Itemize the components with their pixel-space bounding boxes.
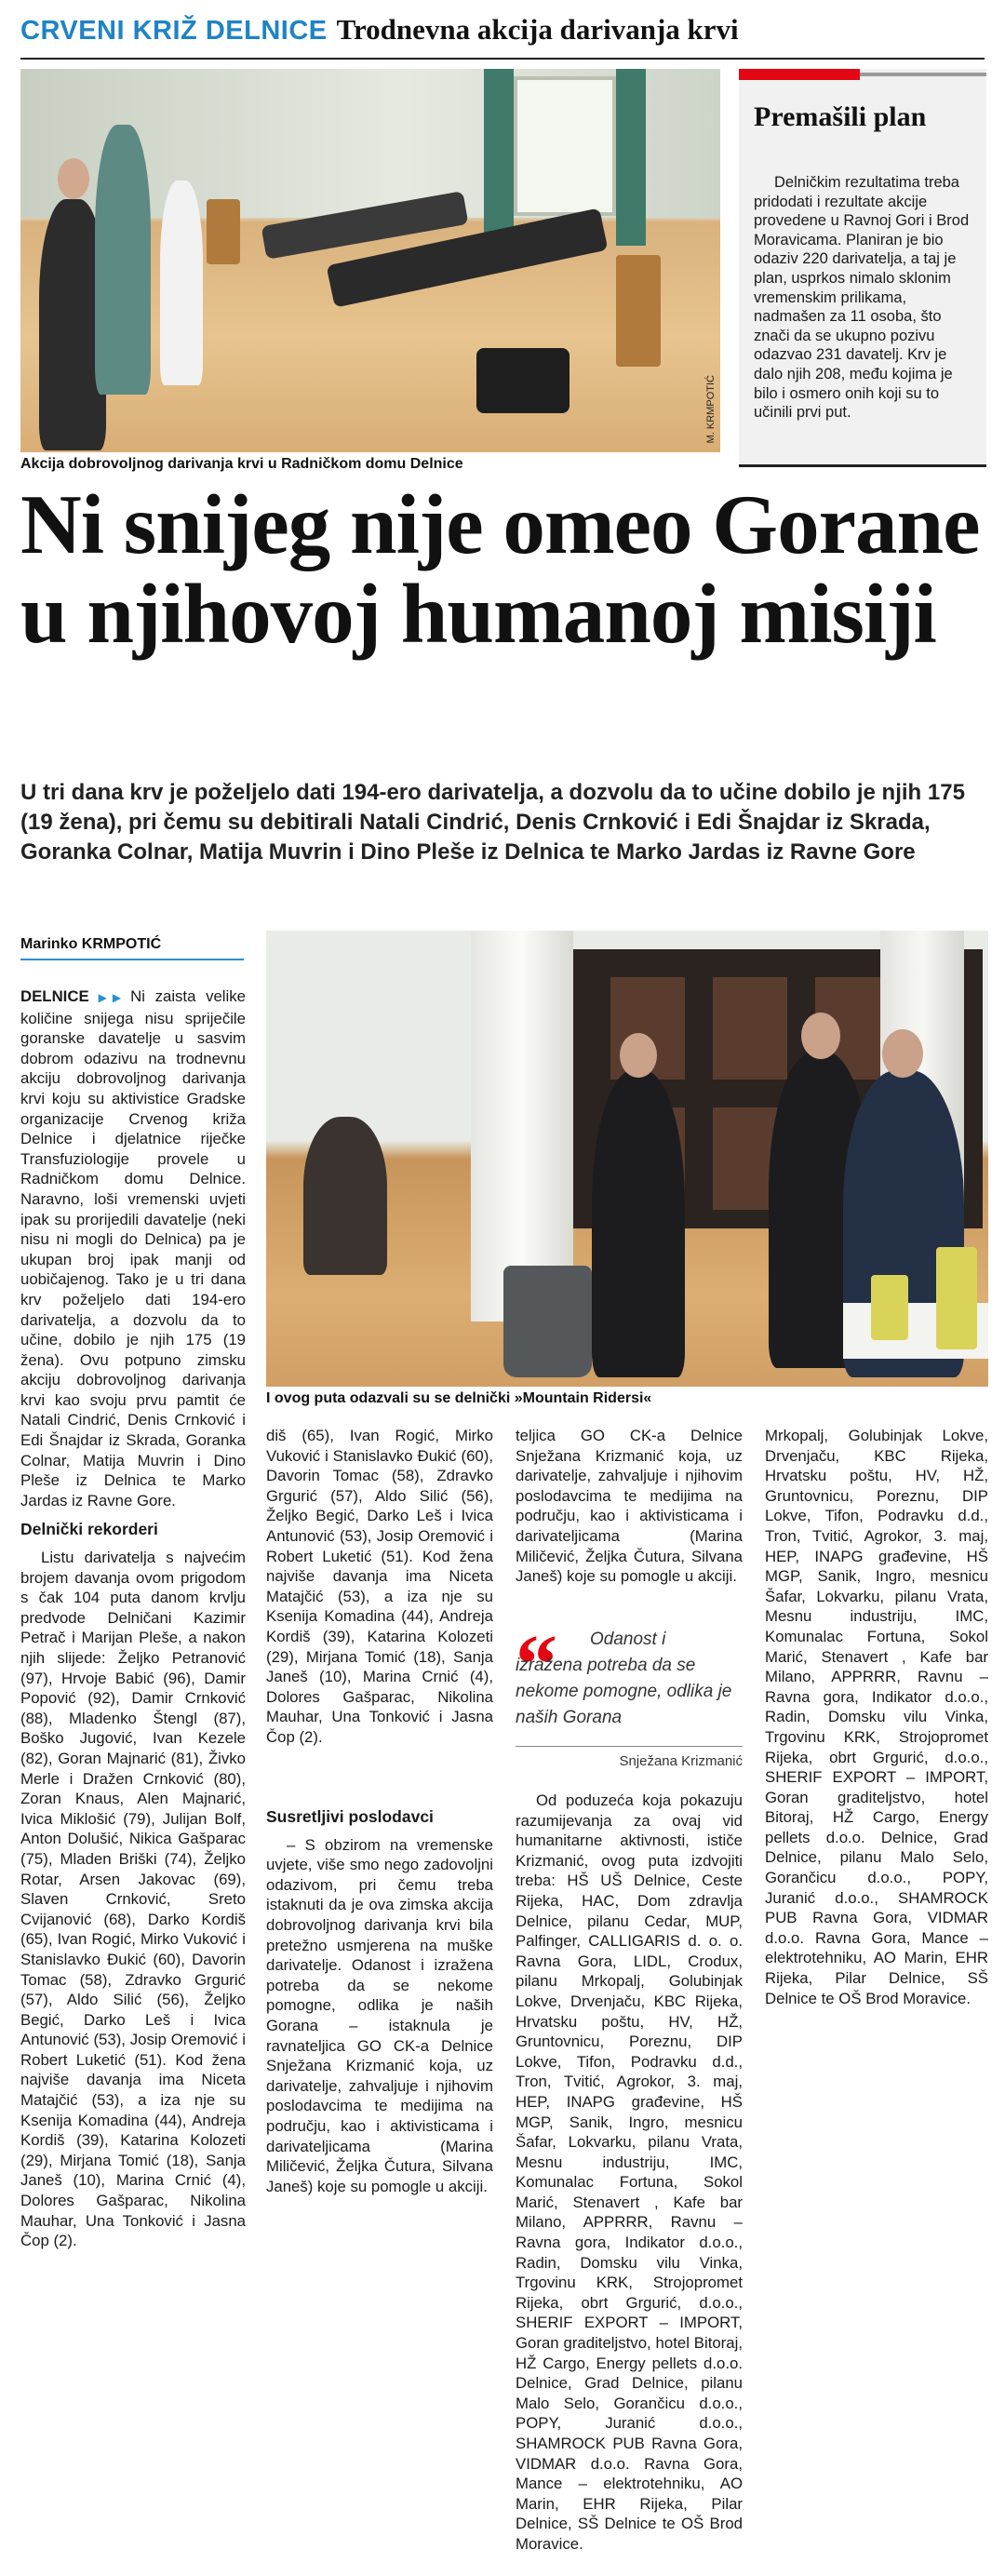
- article-subheading: Delnički rekorderi: [20, 1520, 158, 1539]
- section-subtitle: Trodnevna akcija darivanja krvi: [336, 13, 739, 46]
- article-paragraph-continued: teljica GO CK-a Delnice Snježana Krizmanić koja, uz darivatelje, zahvaljuje i njihovim poslodavcima te medijima na području, kao i aktivisticama i darivateljicama (Marina Miličević, Željka Čutura, Silvana Janeš) koje su pomogle u akciji.: [516, 1427, 743, 1586]
- photo-chair: [207, 199, 240, 264]
- photo-chair: [616, 255, 661, 367]
- article-subheading: Susretljivi poslodavci: [266, 1807, 434, 1826]
- arrow-icon: ▶▶: [92, 991, 127, 1004]
- article-paragraph: Listu darivatelja s najvećim brojem davanja ovom prigodom s čak 104 puta danom krvlju predvode Delničani Kazimir Petrač i Marijan Pleše, a nakon njih slijede: Željko Petranović (97), Hrvoje Babić (96), Damir Popović (92), Damir Crnković (88), Mladenko Štengl (87), Boško Jugović, Ivan Kezele (82), Goran Majnarić (81), Živko Merle i Dražen Crnković (80), Zoran Knaus, Alen Majnarić, Ivica Miklošić (79), Julijan Bolf, Anton Dolušić, Nikica Gašparac (75), Mladen Briški (74), Željko Rotar, Arsen Jakovac (69), Slaven Crnković, Sreto Cvijanović (68), Darko Kordiš (65), Ivan Rogić, Mirko Vuković i Stanislavko Đukić (60), Davorin Tomac (58), Zdravko Grgurić (57), Aldo Silić (56), Željko Begić, Darko Leš i Ivica Antunović (53), Josip Oremović i Robert Luketić (51). Kod žena najviše davanja ima Niceta Matajčić (53), a iza nje su Ksenija Komadina (44), Andreja Kordiš (39), Katarina Kolozeti (29), Mirjana Tomić (18), Sanja Janeš (10), Marina Crnić (4), Dolores Gašparac, Nikolina Mauhar, Una Tonković i Jasna Čop (2).: [20, 1549, 246, 2250]
- sidebar-rule: [860, 73, 986, 76]
- article-column: [516, 1791, 743, 2553]
- sidebar-box: [739, 69, 986, 467]
- article-byline: Marinko KRMPOTIĆ: [20, 932, 244, 960]
- article-paragraph: Ni zaista velike količine snijega nisu spriječile goranske davatelje u sasvim dobrom odazivu na trodnevnu akciju dobrovoljnog darivanja krvi koju su aktivistice Gradske organizacije Crvenog križa Delnice i djelatnice riječke Transfuziologije provele u Radničkom domu Delnice. Naravno, loši vremenski uvjeti ipak su prorijedili davatelje (neki nisu ni mogli do Delnica) pa je ukupan broj ipak manji od uobičajenog. Tako je u tri dana krv poželjelo dati 194-ero darivatelja, a dozvolu da to učine, dobilo je njih 175 (19 žena). Ovu potpuno zimsku akciju dobrovoljnog darivanja krvi kao svoju prvu pamtit će Natali Cindrić, Denis Crnković i Edi Šnajdar iz Skrada, Goranka Colnar, Matija Muvrin i Dino Pleše iz Delnica te Marko Jardas iz Ravne Gore.: [20, 987, 246, 1509]
- photo-pillar: [471, 931, 573, 1322]
- article-column-continued: [516, 1426, 743, 1621]
- pull-quote-text: Odanost i izražena potreba da se nekome pomogne, odlika je naših Gorana: [516, 1630, 732, 1727]
- article-column: [20, 986, 246, 2576]
- photo-window: [514, 76, 616, 216]
- article-column-continued: [765, 1426, 988, 2031]
- photo-person: [95, 125, 151, 395]
- photo-curtain: [616, 69, 646, 246]
- article-paragraph: – S obzirom na vremenske uvjete, više smo nego zadovoljni odazivom, pri čemu treba istaknuti da je ova zimska akcija dobrovoljnog darivanja krvi bila pretežno usmjerena na muške darivatelje. Odanost i izražena potreba da se nekome pomogne, odlika je naših Gorana – istaknula je ravnateljica GO CK-a Delnice Snježana Krizmanić koja, uz darivatelje, zahvaljuje i njihovim poslodavcima te medijima na području, kao i aktivisticama i darivateljicama (Marina Miličević, Željka Čutura, Silvana Janeš) koje su pomogle u akciji.: [266, 1835, 493, 2195]
- pull-quote: [516, 1618, 743, 1772]
- photo-juice-bottle: [936, 1247, 977, 1349]
- photo-caption: I ovog puta odazvali su se delnički »Mountain Ridersi«: [266, 1390, 652, 1406]
- pull-quote-author: Snježana Krizmanić: [619, 1753, 743, 1769]
- quote-mark-icon: “: [516, 1618, 557, 1711]
- mountain-riders-photo: [266, 931, 988, 1387]
- photo-biker-head: [801, 1013, 840, 1059]
- photo-equipment: [476, 348, 570, 413]
- photo-biker-head: [620, 1033, 657, 1078]
- article-paragraph-continued: Mrkopalj, Golubinjak Lokve, Drvenjaču, KBC Rijeka, Hrvatsku poštu, HV, HŽ, Gruntovnicu, Poreznu, DIP Lokve, Tifon, Podravku d.d., Tron, Tvitić, Agrokor, 3. maj, HEP, INAPG građevine, HŠ MGP, Sanik, Ingro, mesnicu Šafar, Lokvarku, pilanu Vrata, Mesnu industriju, IMC, Komunalac Fortuna, Sokol Marić, Stenavert , Kafe bar Milano, APPRRR, Ravnu – Ravna gora, Indikator d.o.o., Radin, Domsku vilu Vinka, Trgovinu KRK, Strojopromet Rijeka, obrt Grgurić, d.o.o., SHERIF EXPORT – IMPORT, Goran graditeljstvo, hotel Bitoraj, HŽ Cargo, Energy pellets d.o.o. Delnice, Grad Delnice, pilanu Malo Selo, Gorančicu d.o.o., POPY, Juranić d.o.o., SHAMROCK PUB Ravna Gora, VIDMAR d.o.o. Ravna Gora, Mance – elektrotehniku, AO Marin, EHR Rijeka, Pilar Delnice, SŠ Delnice te OŠ Brod Moravice.: [765, 1427, 988, 2007]
- pull-quote-divider: [516, 1746, 743, 1747]
- sidebar-accent-bar: [739, 69, 860, 80]
- section-header: [20, 13, 985, 60]
- photo-curtain: [484, 69, 514, 246]
- article-lead: U tri dana krv je poželjelo dati 194-ero darivatelja, a dozvolu da to učine dobilo je njih 175 (19 žena), pri čemu su debitirali Natali Cindrić, Denis Crnković i Edi Šnajdar iz Skrada, Goranka Colnar, Matija Muvrin i Dino Pleše iz Delnica te Marko Jardas iz Ravne Gore: [20, 780, 965, 865]
- photo-caption: Akcija dobrovoljnog darivanja krvi u Radničkom domu Delnice: [20, 456, 463, 472]
- article-paragraph: Od poduzeća koja pokazuju razumijevanja za ovaj vid humanitarne aktivnosti, ističe Krizmanić, ovog puta izdvojiti treba: HŠ UŠ Delnice, Ceste Rijeka, HAC, Dom zdravlja Delnice, pilanu Cedar, MUP, Palfinger, CALLIGARIS d. o. o. Ravna Gora, LIDL, Crodux, pilanu Mrkopalj, Golubinjak Lokve, Drvenjaču, KBC Rijeka, Hrvatsku poštu, HV, HŽ, Gruntovnicu, Poreznu, DIP Lokve, Tifon, Podravku d.d., Tron, Tvitić, Agrokor, 3. maj, HEP, INAPG građevine, HŠ MGP, Sanik, Ingro, mesnicu Šafar, Lokvarku, pilanu Vrata, Mesnu industriju, IMC, Komunalac Fortuna, Sokol Marić, Stenavert , Kafe bar Milano, APPRRR, Ravnu – Ravna gora, Indikator d.o.o., Radin, Domsku vilu Vinka, Trgovinu KRK, Strojopromet Rijeka, obrt Grgurić, d.o.o., SHERIF EXPORT – IMPORT, Goran graditeljstvo, hotel Bitoraj, HŽ Cargo, Energy pellets d.o.o. Delnice, Grad Delnice, pilanu Malo Selo, Gorančicu d.o.o., POPY, Juranić d.o.o., SHAMROCK PUB Ravna Gora, VIDMAR d.o.o. Ravna Gora, Mance – elektrotehniku, AO Marin, EHR Rijeka, Pilar Delnice, SŠ Delnice te OŠ Brod Moravice.: [516, 1791, 743, 2553]
- article-column-continued: [266, 1426, 493, 2195]
- photo-trash-bin: [503, 1266, 592, 1377]
- article-paragraph-continued: diš (65), Ivan Rogić, Mirko Vuković i Stanislavko Đukić (60), Davorin Tomac (58), Zdravko Grgurić (57), Aldo Silić (56), Željko Begić, Darko Leš i Ivica Antunović (53), Josip Oremović i Robert Luketić (51). Kod žena najviše davanja ima Niceta Matajčić (53), a iza nje su Ksenija Komadina (44), Andreja Kordiš (39), Katarina Kolozeti (29), Mirjana Tomić (18), Sanja Janeš (10), Marina Crnić (4), Dolores Gašparac, Nikolina Mauhar, Una Tonković i Jasna Čop (2).: [266, 1427, 493, 1746]
- blood-donation-photo: [20, 69, 720, 452]
- section-kicker: CRVENI KRIŽ DELNICE: [20, 16, 328, 46]
- article-dateline: DELNICE: [20, 987, 89, 1005]
- photo-juice-box: [871, 1275, 908, 1340]
- photo-biker-head: [882, 1029, 923, 1078]
- sidebar-title: Premašili plan: [754, 101, 927, 132]
- photo-person: [160, 181, 203, 385]
- photo-credit: M. KRMPOTIĆ: [705, 374, 717, 443]
- photo-person-head: [58, 158, 89, 199]
- photo-biker: [592, 1070, 685, 1377]
- photo-person: [303, 1117, 387, 1275]
- article-headline: Ni snijeg nije omeo Gorane u njihovoj humanoj misiji: [20, 477, 980, 661]
- sidebar-text: Delničkim rezultatima treba pridodati i rezultate akcije provedene u Ravnoj Gori i Brod Moravicama. Planiran je bio odaziv 220 darivatelja, a taj je plan, usprkos nimalo sklonim vremenskim prilikama, nadmašen za 11 osoba, što znači da se ukupno pozivu odazvao 231 davatelj. Krv je dalo njih 208, među kojima je bilo i osmero onih koji su to učinili prvi put.: [754, 174, 970, 422]
